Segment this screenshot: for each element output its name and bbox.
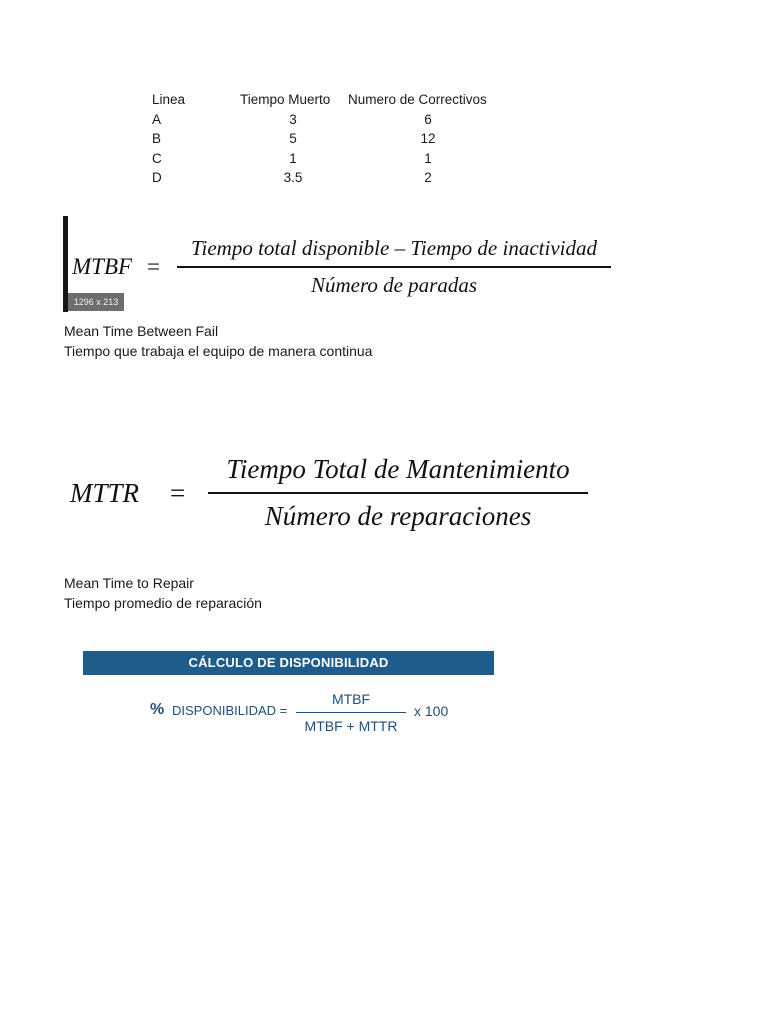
mttr-numerator: Tiempo Total de Mantenimiento	[226, 454, 570, 484]
header-tiempo-muerto: Tiempo Muerto	[240, 92, 331, 107]
mttr-caption-description: Tiempo promedio de reparación	[64, 595, 262, 611]
mttr-equals: =	[170, 478, 186, 508]
mttr-denominator: Número de reparaciones	[264, 501, 532, 531]
cell-correctivos: 2	[424, 170, 432, 185]
mttr-lhs: MTTR	[70, 478, 140, 508]
cell-correctivos: 6	[424, 111, 432, 127]
cell-tiempo-muerto: 1	[289, 150, 297, 166]
image-size-badge: 1296 x 213	[68, 293, 124, 311]
mtbf-fraction-line	[177, 266, 611, 268]
mtbf-caption-description: Tiempo que trabaja el equipo de manera continua	[64, 343, 373, 359]
availability-banner: CÁLCULO DE DISPONIBILIDAD	[83, 651, 494, 675]
availability-denominator: MTBF + MTTR	[304, 718, 398, 734]
mttr-fraction-line	[208, 492, 588, 494]
availability-fraction-line	[296, 712, 406, 713]
availability-label: DISPONIBILIDAD =	[172, 703, 288, 718]
availability-multiplier: x 100	[414, 703, 449, 719]
cell-linea: A	[152, 111, 162, 127]
mtbf-equals: =	[147, 254, 160, 279]
cell-linea: C	[152, 150, 162, 166]
cell-correctivos: 1	[424, 150, 432, 166]
header-numero-correctivos: Numero de Correctivos	[348, 92, 487, 107]
availability-numerator: MTBF	[331, 691, 371, 707]
cell-tiempo-muerto: 3	[289, 111, 297, 127]
cell-tiempo-muerto: 3.5	[283, 170, 303, 185]
cell-linea: D	[152, 170, 162, 185]
mtbf-denominator: Número de paradas	[310, 273, 478, 297]
mtbf-numerator: Tiempo total disponible – Tiempo de inactividad	[191, 236, 597, 260]
mtbf-caption-title: Mean Time Between Fail	[64, 323, 219, 339]
cell-linea: B	[152, 131, 162, 146]
mtbf-lhs: MTBF	[72, 254, 133, 279]
cell-tiempo-muerto: 5	[289, 131, 297, 146]
cell-correctivos: 12	[420, 131, 436, 146]
mttr-caption-title: Mean Time to Repair	[64, 575, 194, 591]
header-linea: Linea	[152, 92, 186, 107]
percent-sign: %	[150, 701, 165, 718]
